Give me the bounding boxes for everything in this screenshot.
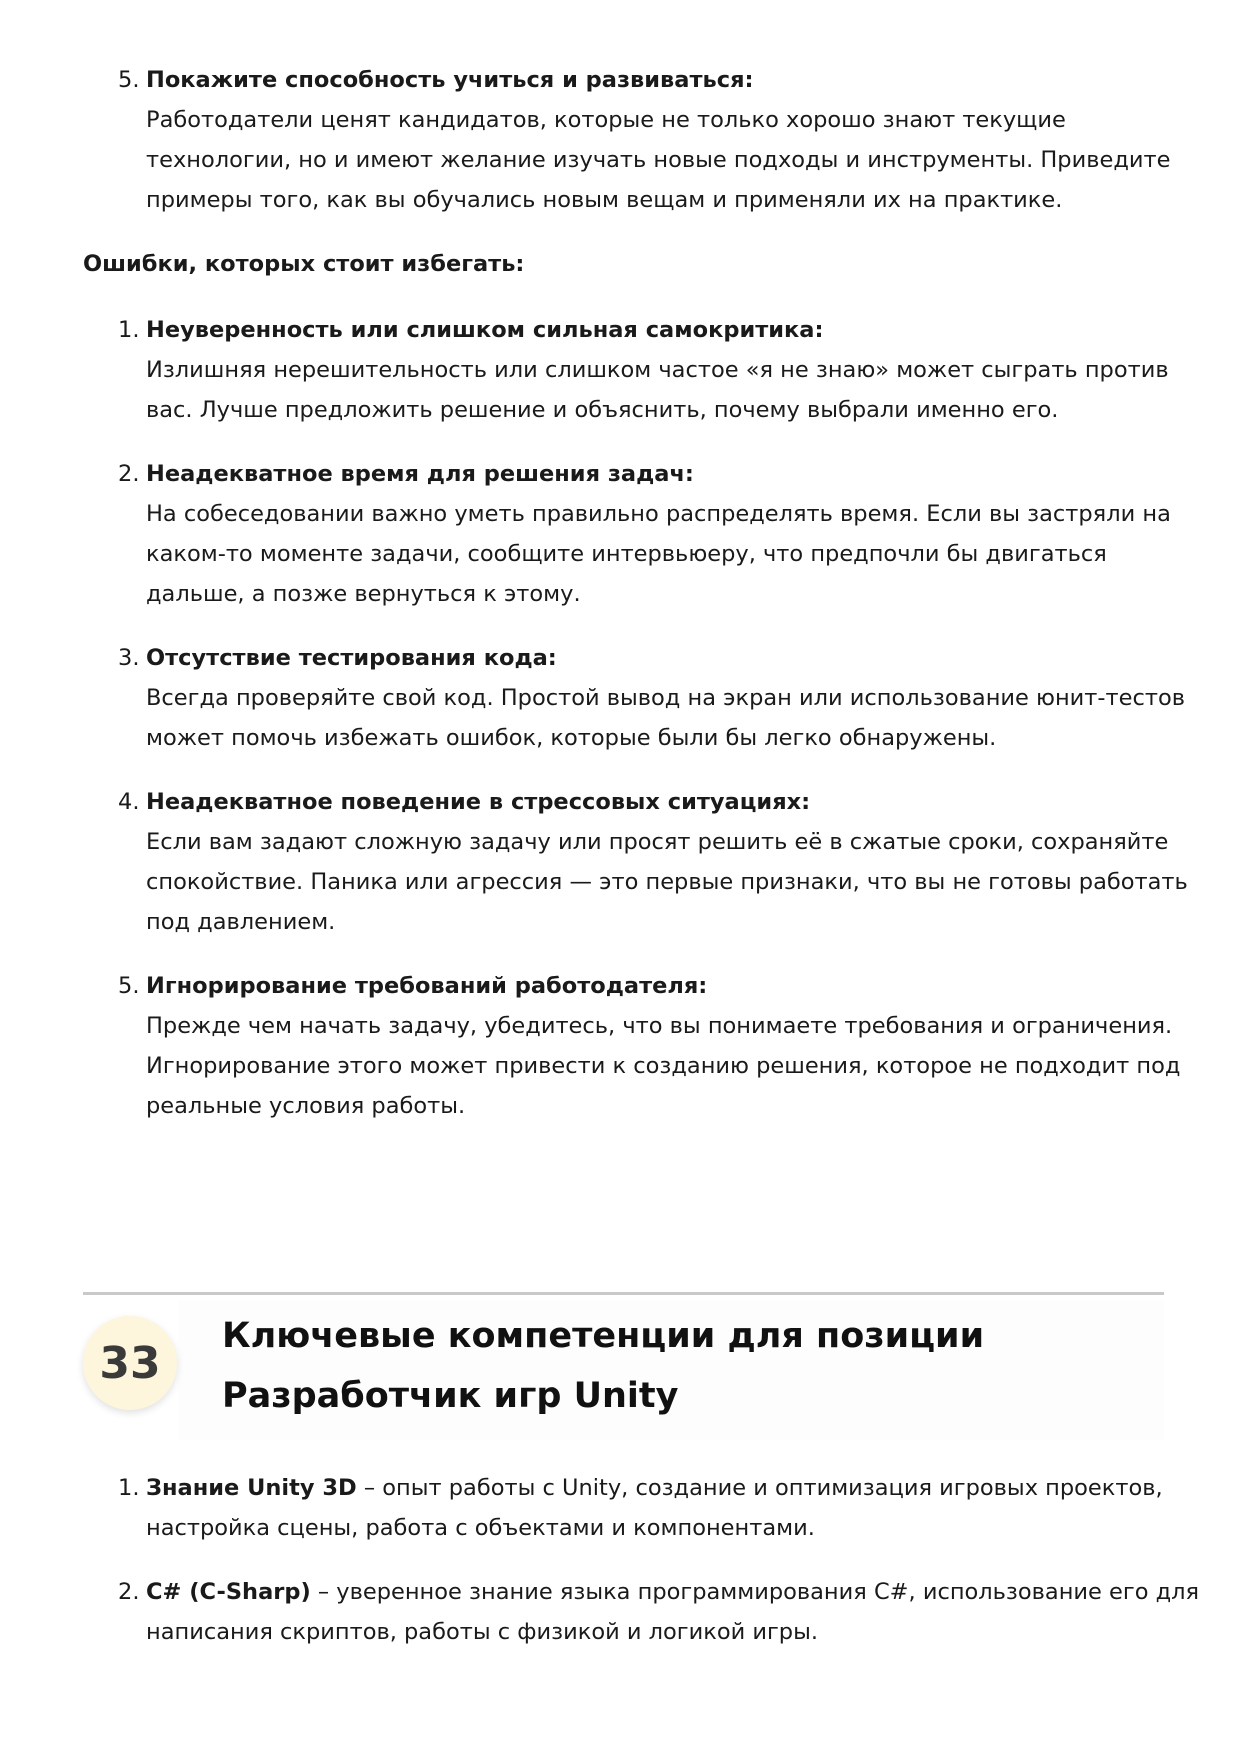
mistakes-heading: Ошибки, которых стоит избегать:	[83, 251, 525, 277]
list-item	[118, 638, 1185, 758]
section-divider	[83, 1292, 1164, 1295]
list-number: 2.	[118, 1579, 140, 1605]
section-title	[222, 1306, 984, 1426]
list-item-text: написания скриптов, работы с физикой и логикой игры.	[146, 1619, 819, 1645]
list-item-heading: Покажите способность учиться и развиваться:	[146, 67, 754, 93]
list-item-heading: Неадекватное время для решения задач:	[146, 461, 694, 487]
list-item-text: Работодатели ценят кандидатов, которые не только хорошо знают текущие	[146, 107, 1066, 133]
list-item-text: дальше, а позже вернуться к этому.	[146, 581, 581, 607]
list-item-text: под давлением.	[146, 909, 336, 935]
list-item-text: Прежде чем начать задачу, убедитесь, что вы понимаете требования и ограничения.	[146, 1013, 1173, 1039]
list-item-text: спокойствие. Паника или агрессия — это первые признаки, что вы не готовы работать	[146, 869, 1188, 895]
list-item-heading: Неуверенность или слишком сильная самокритика:	[146, 317, 824, 343]
list-item	[118, 1572, 1200, 1652]
section-title-line: Ключевые компетенции для позиции	[222, 1316, 985, 1356]
competency-description: – опыт работы с Unity, создание и оптимизация игровых проектов,	[356, 1475, 1163, 1501]
list-item-text: Если вам задают сложную задачу или просят решить её в сжатые сроки, сохраняйте	[146, 829, 1169, 855]
competency-term: C# (C-Sharp)	[146, 1579, 311, 1605]
competency-description: – уверенное знание языка программирования C#, использование его для	[310, 1579, 1200, 1605]
competency-term: Знание Unity 3D	[146, 1475, 357, 1501]
list-item	[118, 60, 1171, 220]
list-item	[118, 454, 1171, 614]
list-number: 1.	[118, 1475, 140, 1501]
list-item-text	[118, 1572, 1200, 1612]
list-item-heading: Неадекватное поведение в стрессовых ситуациях:	[146, 789, 811, 815]
list-number: 1.	[118, 317, 140, 343]
list-item-text: Всегда проверяйте свой код. Простой вывод на экран или использование юнит-тестов	[146, 685, 1185, 711]
section-number-badge: 33	[83, 1316, 177, 1410]
list-item-heading: Отсутствие тестирования кода:	[146, 645, 557, 671]
list-item-text: Игнорирование этого может привести к созданию решения, которое не подходит под	[146, 1053, 1181, 1079]
list-item	[118, 782, 1188, 942]
list-number: 3.	[118, 645, 140, 671]
list-number: 5.	[118, 973, 140, 999]
list-item-text: может помочь избежать ошибок, которые были бы легко обнаружены.	[146, 725, 997, 751]
list-item	[118, 310, 1168, 430]
section-title-line: Разработчик игр Unity	[222, 1376, 679, 1416]
list-number: 4.	[118, 789, 140, 815]
list-item-text	[118, 1468, 1168, 1508]
list-item	[118, 966, 1181, 1126]
list-item	[118, 1468, 1168, 1548]
list-item-text: примеры того, как вы обучались новым вещам и применяли их на практике.	[146, 187, 1063, 213]
list-item-text: настройка сцены, работа с объектами и компонентами.	[146, 1515, 815, 1541]
list-item-text: Излишняя нерешительность или слишком частое «я не знаю» может сыграть против	[146, 357, 1169, 383]
list-number: 2.	[118, 461, 140, 487]
list-item-text: каком-то моменте задачи, сообщите интервьюеру, что предпочли бы двигаться	[146, 541, 1107, 567]
list-number: 5.	[118, 67, 140, 93]
list-item-text: На собеседовании важно уметь правильно распределять время. Если вы застряли на	[146, 501, 1171, 527]
list-item-text: технологии, но и имеют желание изучать новые подходы и инструменты. Приведите	[146, 147, 1171, 173]
list-item-text: реальные условия работы.	[146, 1093, 466, 1119]
list-item-heading: Игнорирование требований работодателя:	[146, 973, 708, 999]
list-item-text: вас. Лучше предложить решение и объяснить, почему выбрали именно его.	[146, 397, 1059, 423]
